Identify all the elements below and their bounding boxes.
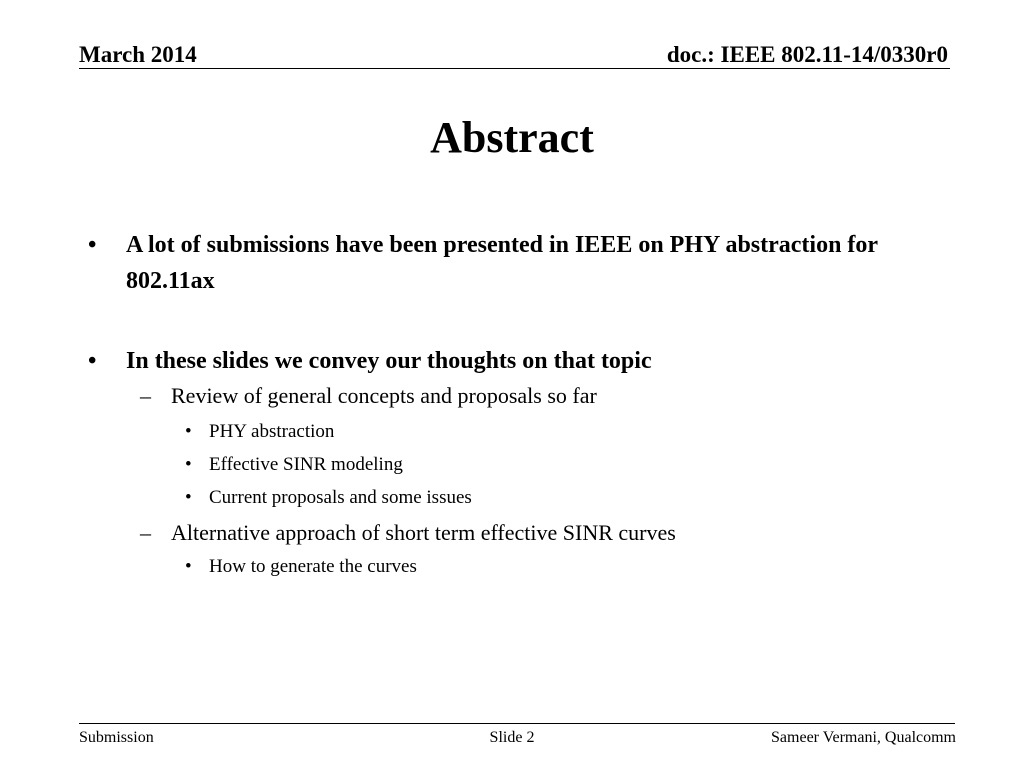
footer-slide-number: Slide 2 [489,729,535,746]
sub-bullet-review [88,379,948,413]
slide-body [88,227,948,582]
sub-sub-bullet-sinr-modeling [88,450,948,480]
bullet-dot-icon: • [88,232,97,258]
sub-sub-bullet-text: PHY abstraction [209,421,335,442]
header-doc-number: doc.: IEEE 802.11-14/0330r0 [666,42,948,67]
bullet-submissions [88,227,948,299]
sub-bullet-text: Review of general concepts and proposals so far [171,383,597,408]
header-date: March 2014 [79,42,197,67]
sub-bullet-text: Alternative approach of short term effective SINR curves [171,520,676,545]
footer-author: Sameer Vermani, Qualcomm [771,729,956,746]
sub-sub-bullet-proposals [88,483,948,513]
sub-sub-bullet-phy-abstraction [88,417,948,447]
bullet-thoughts [88,343,948,379]
footer-submission: Submission [79,729,154,746]
bullet-text: In these slides we convey our thoughts on that topic [126,348,652,374]
bullet-dot-icon: • [88,348,97,374]
sub-sub-bullet-generate-curves [88,552,948,582]
header-divider [79,68,950,69]
bullet-dot-icon: • [185,454,192,475]
sub-sub-bullet-text: Effective SINR modeling [209,454,403,475]
bullet-dot-icon: • [185,556,192,577]
dash-icon: – [140,520,151,545]
bullet-dot-icon: • [185,487,192,508]
bullet-text: A lot of submissions have been presented in IEEE on PHY abstraction for 802.11ax [126,232,878,294]
footer-divider [79,723,955,724]
bullet-dot-icon: • [185,421,192,442]
slide-title: Abstract [430,113,594,162]
sub-sub-bullet-text: How to generate the curves [209,556,417,577]
sub-bullet-alternative [88,516,948,550]
sub-sub-bullet-text: Current proposals and some issues [209,487,472,508]
dash-icon: – [140,383,151,408]
